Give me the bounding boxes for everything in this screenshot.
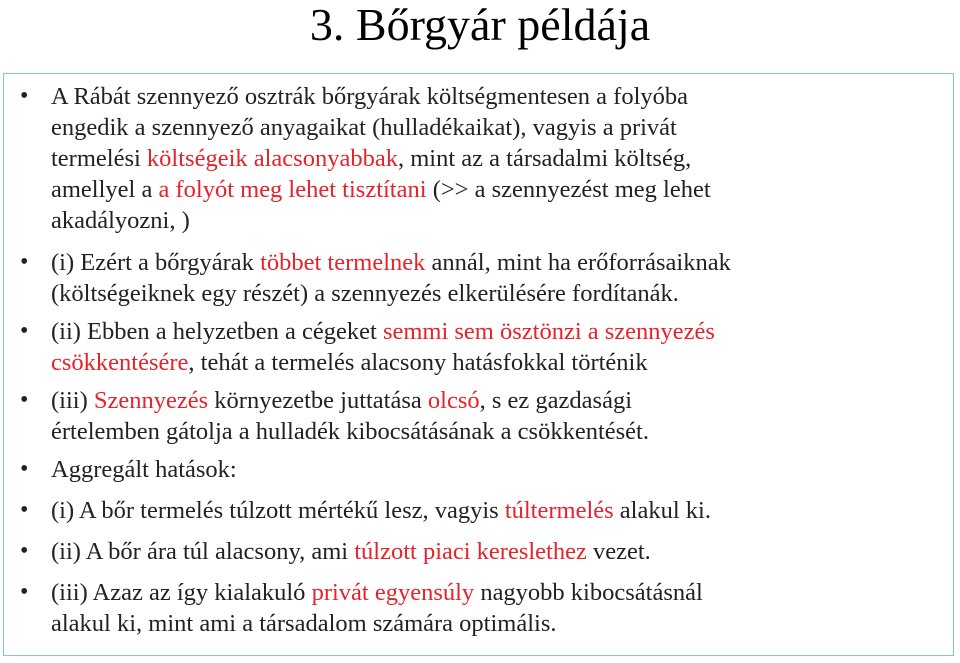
- bullet-line: [51, 81, 950, 112]
- highlighted-text: túltermelés: [504, 497, 614, 524]
- body-text: , tehát a termelés alacsony hatásfokkal történik: [188, 349, 648, 376]
- highlighted-text: csökkentésére: [51, 349, 189, 376]
- highlighted-text: a folyót meg lehet tisztítani: [158, 176, 427, 203]
- body-text: engedik a szennyező anyagaikat (hulladékaikat), vagyis a privát: [51, 114, 677, 141]
- bullet-item-7: [20, 536, 950, 567]
- body-text: (>> a szennyezést meg lehet: [426, 176, 711, 203]
- bullet-line: [51, 247, 950, 278]
- bullet-line: [51, 278, 950, 309]
- bullet-marker: •: [20, 83, 29, 109]
- bullet-line: [51, 495, 950, 526]
- body-text: (i) A bőr termelés túlzott mértékű lesz, vagyis: [51, 497, 505, 524]
- highlighted-text: Szennyezés: [93, 387, 209, 414]
- bullet-marker: •: [20, 318, 29, 344]
- bullet-line: [51, 112, 950, 143]
- bullet-item-2: [20, 247, 950, 309]
- bullet-line: [51, 608, 950, 639]
- body-text: annál, mint ha erőforrásaiknak: [425, 249, 731, 276]
- bullet-marker: •: [20, 456, 29, 482]
- bullet-line: [51, 536, 950, 567]
- bullet-item-6: [20, 495, 950, 526]
- body-text: nagyobb kibocsátásnál: [474, 579, 703, 606]
- bullet-line: [51, 316, 950, 347]
- body-text: (ii) A bőr ára túl alacsony, ami: [51, 538, 355, 565]
- body-text: (ii) Ebben a helyzetben a cégeket: [51, 318, 383, 345]
- bullet-marker: •: [20, 387, 29, 413]
- bullet-line: [51, 205, 950, 236]
- body-text: , mint az a társadalmi költség,: [397, 145, 692, 172]
- bullet-item-8: [20, 577, 950, 639]
- bullet-item-1: [20, 81, 950, 236]
- bullet-marker: •: [20, 497, 29, 523]
- body-text: Aggregált hatások:: [51, 456, 237, 483]
- bullet-line: [51, 347, 950, 378]
- body-text: (költségeiknek egy részét) a szennyezés elkerülésére fordítanák.: [51, 280, 679, 307]
- highlighted-text: semmi sem ösztönzi a szennyezés: [382, 318, 715, 345]
- bullet-line: [51, 143, 950, 174]
- body-text: (iii): [51, 387, 94, 414]
- bullet-list: [20, 81, 950, 639]
- bullet-line: [51, 454, 950, 485]
- bullet-item-4: [20, 385, 950, 447]
- highlighted-text: privát egyensúly: [311, 579, 475, 606]
- body-text: alakul ki, mint ami a társadalom számára optimális.: [51, 610, 557, 637]
- bullet-line: [51, 385, 950, 416]
- body-text: értelemben gátolja a hulladék kibocsátásának a csökkentését.: [51, 418, 649, 445]
- bullet-line: [51, 174, 950, 205]
- highlighted-text: olcsó: [427, 387, 480, 414]
- body-text: amellyel a: [51, 176, 159, 203]
- body-text: (i) Ezért a bőrgyárak: [51, 249, 261, 276]
- body-text: akadályozni, ): [51, 207, 190, 234]
- bullet-item-5: [20, 454, 950, 485]
- bullet-marker: •: [20, 249, 29, 275]
- bullet-marker: •: [20, 579, 29, 605]
- body-text: alakul ki.: [613, 497, 711, 524]
- slide-title: 3. Bőrgyár példája: [309, 0, 651, 50]
- highlighted-text: költségeik alacsonyabbak: [146, 145, 398, 172]
- body-text: (iii) Azaz az így kialakuló: [51, 579, 312, 606]
- highlighted-text: többet termelnek: [260, 249, 426, 276]
- highlighted-text: túlzott piaci kereslethez: [354, 538, 587, 565]
- body-text: környezetbe juttatása: [208, 387, 428, 414]
- bullet-line: [51, 577, 950, 608]
- body-text: termelési: [51, 145, 147, 172]
- body-text: vezet.: [586, 538, 651, 565]
- bullet-item-3: [20, 316, 950, 378]
- bullet-marker: •: [20, 538, 29, 564]
- body-text: , s ez gazdasági: [479, 387, 632, 414]
- body-text: A Rábát szennyező osztrák bőrgyárak költségmentesen a folyóba: [51, 83, 689, 110]
- bullet-line: [51, 416, 950, 447]
